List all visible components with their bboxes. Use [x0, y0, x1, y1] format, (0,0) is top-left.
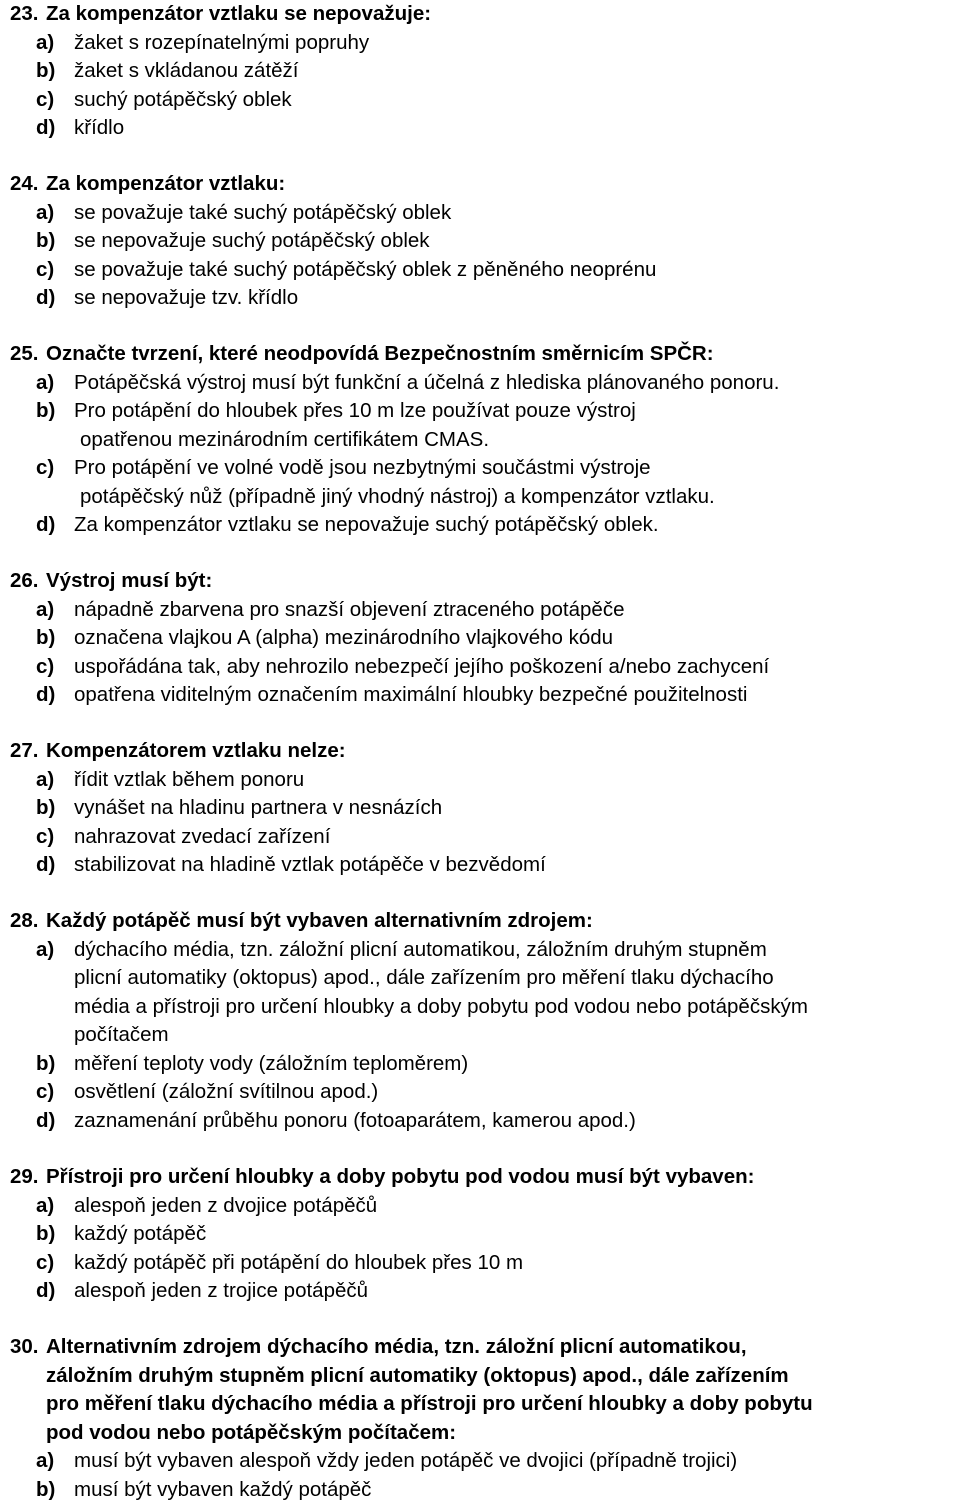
question-number: 26.	[10, 569, 39, 592]
answer-text-line: alespoň jeden z dvojice potápěčů	[74, 1193, 378, 1217]
question-text: Za kompenzátor vztlaku se nepovažuje:	[46, 2, 432, 25]
answer-letter: d)	[36, 853, 56, 876]
answer-text-line: osvětlení (záložní svítilnou apod.)	[74, 1080, 379, 1103]
question-23	[10, 0, 955, 143]
answer-letter: c)	[36, 1250, 55, 1274]
answer-option-a	[10, 199, 955, 228]
answer-text	[74, 369, 955, 398]
answer-letter: d)	[36, 286, 56, 309]
question-heading	[10, 0, 955, 29]
answer-text	[74, 227, 955, 256]
question-26	[10, 567, 955, 710]
answer-text-line: Za kompenzátor vztlaku se nepovažuje suchý potápěčský oblek.	[74, 513, 659, 536]
question-29	[10, 1163, 955, 1306]
answer-letter: b)	[36, 59, 56, 82]
answer-option-b	[10, 397, 955, 454]
answer-option-a	[10, 1447, 955, 1476]
answer-text-line: stabilizovat na hladině vztlak potápěče v bezvědomí	[74, 853, 546, 876]
question-text-line: pod vodou nebo potápěčským počítačem:	[46, 1420, 457, 1444]
answer-option-d	[10, 1107, 955, 1136]
answer-letter: b)	[36, 399, 56, 422]
answer-text-line: žaket s vkládanou zátěží	[74, 59, 299, 82]
answer-text-line: musí být vybaven alespoň vždy jeden potápěč ve dvojici (případně trojici)	[74, 1449, 738, 1472]
question-heading	[10, 1163, 955, 1192]
answer-text-line: opatřenou mezinárodním certifikátem CMAS.	[80, 427, 490, 451]
answer-letter: d)	[36, 1279, 56, 1302]
answer-text-line: suchý potápěčský oblek	[74, 87, 292, 111]
answer-letter: d)	[36, 513, 56, 536]
answer-option-a	[10, 369, 955, 398]
answer-option-b	[10, 1220, 955, 1249]
answer-text-line: počítačem	[74, 1023, 169, 1046]
question-number: 24.	[10, 172, 39, 195]
answer-text-line: zaznamenání průběhu ponoru (fotoaparátem, kamerou apod.)	[74, 1108, 636, 1132]
answer-text	[74, 766, 955, 795]
answer-text	[74, 511, 955, 540]
answer-text	[74, 397, 955, 454]
question-28	[10, 907, 955, 1135]
answer-text-line: média a přístroji pro určení hloubky a doby pobytu pod vodou nebo potápěčským	[74, 994, 808, 1018]
answer-option-b	[10, 794, 955, 823]
answer-option-a	[10, 29, 955, 58]
question-number: 25.	[10, 342, 39, 365]
answer-letter: b)	[36, 626, 56, 649]
answer-text	[74, 936, 955, 1050]
answer-option-d	[10, 1277, 955, 1306]
answer-letter: d)	[36, 683, 56, 706]
answer-text-line: vynášet na hladinu partnera v nesnázích	[74, 796, 443, 819]
question-text: Přístroji pro určení hloubky a doby pobytu pod vodou musí být vybaven:	[46, 1165, 755, 1188]
answer-text	[74, 1277, 955, 1306]
question-number: 30.	[10, 1335, 39, 1358]
question-heading	[10, 567, 955, 596]
answer-text-line: se považuje také suchý potápěčský oblek z pěněného neoprénu	[74, 257, 657, 281]
answer-text-line: nahrazovat zvedací zařízení	[74, 824, 331, 848]
question-text-line: záložním druhým stupněm plicní automatiky (oktopus) apod., dále zařízením	[46, 1363, 789, 1387]
answer-option-a	[10, 596, 955, 625]
answer-text	[74, 57, 955, 86]
answer-text	[74, 794, 955, 823]
question-25	[10, 340, 955, 540]
answer-option-d	[10, 681, 955, 710]
answer-letter: b)	[36, 229, 56, 252]
question-30	[10, 1333, 955, 1504]
answer-letter: a)	[36, 597, 55, 621]
answer-option-b	[10, 1050, 955, 1079]
answer-text	[74, 1476, 955, 1505]
answer-text	[74, 1220, 955, 1249]
answer-text-line: uspořádána tak, aby nehrozilo nebezpečí jejího poškození a/nebo zachycení	[74, 654, 770, 678]
answer-text-line: každý potápěč	[74, 1222, 207, 1245]
answer-letter: c)	[36, 824, 55, 848]
question-text: Označte tvrzení, které neodpovídá Bezpečnostním směrnicím SPČR:	[46, 342, 714, 365]
answer-text	[74, 256, 955, 285]
answer-option-c	[10, 256, 955, 285]
answer-text	[74, 851, 955, 880]
question-number: 28.	[10, 909, 39, 932]
answer-option-d	[10, 284, 955, 313]
answer-text-line: měření teploty vody (záložním teploměrem)	[74, 1051, 469, 1075]
answer-option-c	[10, 653, 955, 682]
question-heading	[10, 170, 955, 199]
answer-option-c	[10, 1249, 955, 1278]
answer-text-line: označena vlajkou A (alpha) mezinárodního vlajkového kódu	[74, 626, 614, 649]
answer-text	[74, 454, 955, 511]
answer-text-line: žaket s rozepínatelnými popruhy	[74, 30, 370, 54]
answer-letter: c)	[36, 1080, 55, 1103]
answer-option-a	[10, 766, 955, 795]
question-number: 27.	[10, 739, 39, 762]
answer-text	[74, 1050, 955, 1079]
answer-letter: a)	[36, 937, 55, 961]
answer-option-d	[10, 851, 955, 880]
answer-letter: a)	[36, 200, 55, 224]
answer-option-c	[10, 86, 955, 115]
answer-text-line: se považuje také suchý potápěčský oblek	[74, 200, 452, 224]
answer-option-b	[10, 1476, 955, 1505]
answer-text-line: dýchacího média, tzn. záložní plicní automatikou, záložním druhým stupněm	[74, 937, 767, 961]
answer-letter: b)	[36, 796, 56, 819]
answer-text-line: Potápěčská výstroj musí být funkční a účelná z hlediska plánovaného ponoru.	[74, 370, 780, 394]
answer-text-line: se nepovažuje suchý potápěčský oblek	[74, 229, 430, 252]
answer-text	[74, 1447, 955, 1476]
answer-text-line: Pro potápění ve volné vodě jsou nezbytnými součástmi výstroje	[74, 456, 651, 479]
answer-text-line: potápěčský nůž (případně jiný vhodný nástroj) a kompenzátor vztlaku.	[80, 484, 715, 508]
answer-text	[74, 1078, 955, 1107]
answer-text	[74, 1107, 955, 1136]
answer-text	[74, 1192, 955, 1221]
answer-text-line: křídlo	[74, 116, 125, 139]
answer-text-line: musí být vybaven každý potápěč	[74, 1477, 372, 1501]
answer-text-line: opatřena viditelným označením maximální hloubky bezpečné použitelnosti	[74, 683, 748, 706]
question-text	[46, 1333, 955, 1447]
answer-letter: d)	[36, 1108, 56, 1132]
answer-text-line: každý potápěč při potápění do hloubek přes 10 m	[74, 1250, 524, 1274]
question-27	[10, 737, 955, 880]
answer-text	[74, 624, 955, 653]
answer-text	[74, 823, 955, 852]
answer-option-a	[10, 936, 955, 1050]
answer-text-line: se nepovažuje tzv. křídlo	[74, 286, 299, 309]
answer-option-c	[10, 454, 955, 511]
answer-text-line: alespoň jeden z trojice potápěčů	[74, 1279, 369, 1302]
answer-letter: c)	[36, 654, 55, 678]
question-text: Za kompenzátor vztlaku:	[46, 172, 286, 195]
answer-option-c	[10, 823, 955, 852]
answer-option-a	[10, 1192, 955, 1221]
answer-text	[74, 681, 955, 710]
answer-letter: d)	[36, 116, 56, 139]
answer-option-c	[10, 1078, 955, 1107]
answer-letter: a)	[36, 30, 55, 54]
answer-letter: c)	[36, 87, 55, 111]
question-text: Každý potápěč musí být vybaven alternativním zdrojem:	[46, 909, 593, 932]
answer-letter: b)	[36, 1477, 56, 1501]
question-heading	[10, 737, 955, 766]
answer-option-d	[10, 114, 955, 143]
answer-text	[74, 596, 955, 625]
answer-text	[74, 199, 955, 228]
answer-option-b	[10, 624, 955, 653]
answer-letter: c)	[36, 456, 55, 479]
answer-option-b	[10, 57, 955, 86]
answer-option-b	[10, 227, 955, 256]
answer-text	[74, 29, 955, 58]
answer-letter: b)	[36, 1051, 56, 1075]
answer-letter: a)	[36, 370, 55, 394]
answer-letter: a)	[36, 767, 55, 791]
answer-text	[74, 653, 955, 682]
answer-text-line: plicní automatiky (oktopus) apod., dále zařízením pro měření tlaku dýchacího	[74, 966, 774, 989]
question-text: Kompenzátorem vztlaku nelze:	[46, 739, 346, 762]
answer-text-line: Pro potápění do hloubek přes 10 m lze používat pouze výstroj	[74, 399, 636, 422]
question-text-line: Alternativním zdrojem dýchacího média, tzn. záložní plicní automatikou,	[46, 1335, 747, 1358]
question-text-line: pro měření tlaku dýchacího média a přístroji pro určení hloubky a doby pobytu	[46, 1392, 813, 1415]
question-heading	[10, 1333, 955, 1447]
answer-text	[74, 86, 955, 115]
question-text: Výstroj musí být:	[46, 569, 213, 592]
answer-letter: b)	[36, 1222, 56, 1245]
answer-text	[74, 284, 955, 313]
answer-text-line: nápadně zbarvena pro snazší objevení ztraceného potápěče	[74, 597, 625, 621]
question-24	[10, 170, 955, 313]
answer-text	[74, 114, 955, 143]
answer-letter: a)	[36, 1193, 55, 1217]
question-number: 23.	[10, 2, 39, 25]
question-heading	[10, 340, 955, 369]
answer-text-line: řídit vztlak během ponoru	[74, 767, 305, 791]
answer-letter: c)	[36, 257, 55, 281]
answer-option-d	[10, 511, 955, 540]
question-heading	[10, 907, 955, 936]
answer-letter: a)	[36, 1449, 55, 1472]
answer-text	[74, 1249, 955, 1278]
question-number: 29.	[10, 1165, 39, 1188]
